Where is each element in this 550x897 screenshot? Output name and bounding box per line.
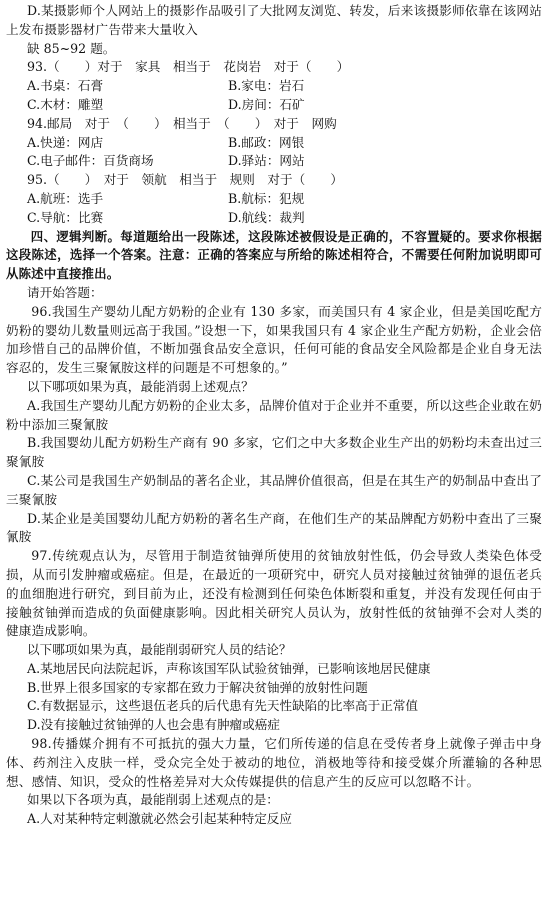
q95-option-d: D.航线：裁判 bbox=[228, 209, 305, 225]
q93-options bbox=[6, 77, 542, 115]
start-prompt: 请开始答题： bbox=[27, 284, 103, 300]
q93-option-c: C.木材：雕塑 bbox=[27, 96, 104, 112]
q93-option-d: D.房间：石矿 bbox=[228, 96, 305, 112]
q96-option-b: B.我国婴幼儿配方奶粉生产商有 90 多家，它们之中大多数企业生产出的奶粉均未查出过三聚氰胺 bbox=[6, 435, 542, 470]
q94-option-a: A.快递：网店 bbox=[27, 134, 104, 150]
q95-option-a: A.航班：选手 bbox=[27, 190, 104, 206]
q97-option-a: A.某地居民向法院起诉，声称该国军队试验贫铀弹，已影响该地居民健康 bbox=[27, 660, 431, 676]
q97-option-b: B.世界上很多国家的专家都在致力于解决贫铀弹的放射性问题 bbox=[27, 679, 368, 695]
q94-stem: 94.邮局 对于 （ ） 相当于 （ ） 对于 网购 bbox=[27, 115, 337, 131]
q93-option-b: B.家电：岩石 bbox=[228, 78, 305, 94]
top-option-d: D.某摄影师个人网站上的摄影作品吸引了大批网友浏览、转发，后来该摄影师依靠在该网站上发布摄影器材广告带来大量收入 bbox=[6, 3, 542, 37]
q96-option-a: A.我国生产婴幼儿配方奶粉的企业太多，品牌价值对于企业并不重要，所以这些企业敢在奶粉中添加三聚氰胺 bbox=[6, 397, 542, 432]
section-heading: 四、逻辑判断。每道题给出一段陈述，这段陈述被假设是正确的，不容置疑的。要求你根据这段陈述，选择一个答案。注意：正确的答案应与所给的陈述相符合，不需要任何附加说明即可从陈述中直接推出。 bbox=[6, 228, 542, 282]
q97-stem: 97.传统观点认为，尽管用于制造贫铀弹所使用的贫铀放射性低，仍会导致人类染色体受损，从而引发肿瘤或癌症。但是，在最近的一项研究中，研究人员对接触过贫铀弹的退伍老兵的血细胞进行研究，到目前为止，还没有检测到任何染色体断裂和重复，并没有发现任何由于接触贫铀弹而造成的负面健康影响。因此相关研究人员认为，放射性低的贫铀弹不会对人类的健康造成影响。 bbox=[6, 548, 542, 639]
q96-option-c: C.某公司是我国生产奶制品的著名企业，其品牌价值很高，但是在其生产的奶制品中查出了三聚氰胺 bbox=[6, 472, 542, 507]
q94-options bbox=[6, 134, 542, 172]
q95-option-b: B.航标：犯规 bbox=[228, 190, 305, 206]
missing-note: 缺 85~92 题。 bbox=[27, 40, 116, 56]
q95-option-c: C.导航：比赛 bbox=[27, 209, 104, 225]
q96-option-d: D.某企业是美国婴幼儿配方奶粉的著名生产商，在他们生产的某品牌配方奶粉中查出了三聚氰胺 bbox=[6, 510, 542, 545]
q95-stem: 95.（ ） 对于 领航 相当于 规则 对于（ ） bbox=[27, 172, 343, 188]
q98-stem: 98.传播媒介拥有不可抵抗的强大力量，它们所传递的信息在受传者身上就像子弹击中身体、药剂注入皮肤一样，受众完全处于被动的地位，消极地等待和接受媒介所灌输的各种思想、感情、知识，受众的性格差异对大众传媒提供的信息产生的反应可以忽略不计。 bbox=[6, 736, 542, 789]
q93-option-a: A.书桌：石膏 bbox=[27, 78, 104, 94]
q93-stem: 93.（ ）对于 家具 相当于 花岗岩 对于（ ） bbox=[27, 59, 350, 75]
q94-option-c: C.电子邮件：百货商场 bbox=[27, 153, 154, 169]
q97-option-d: D.没有接触过贫铀弹的人也会患有肿瘤或癌症 bbox=[27, 717, 280, 733]
q94-option-d: D.驿站：网站 bbox=[228, 153, 305, 169]
q95-options bbox=[6, 190, 542, 228]
q94-option-b: B.邮政：网银 bbox=[228, 134, 305, 150]
q96-stem: 96.我国生产婴幼儿配方奶粉的企业有 130 多家，而美国只有 4 家企业，但是美国吃配方奶粉的婴幼儿数量则远高于我国。”设想一下，如果我国只有 4 家企业生产配方奶粉，企业会倍加珍惜自己的品牌价值，不断加强食品安全意识，任何可能的食品安全风险都是企业自身无法容忍的，发生三聚氰胺这样的问题是不可想象的。” bbox=[6, 303, 542, 376]
q98-option-a: A.人对某种特定刺激就必然会引起某种特定反应 bbox=[27, 811, 292, 827]
q98-question: 如果以下各项为真，最能削弱上述观点的是： bbox=[27, 792, 279, 808]
q97-question: 以下哪项如果为真，最能削弱研究人员的结论？ bbox=[27, 642, 292, 658]
q97-option-c: C.有数据显示，这些退伍老兵的后代患有先天性缺陷的比率高于正常值 bbox=[27, 698, 419, 714]
q96-question: 以下哪项如果为真，最能消弱上述观点？ bbox=[27, 378, 254, 394]
